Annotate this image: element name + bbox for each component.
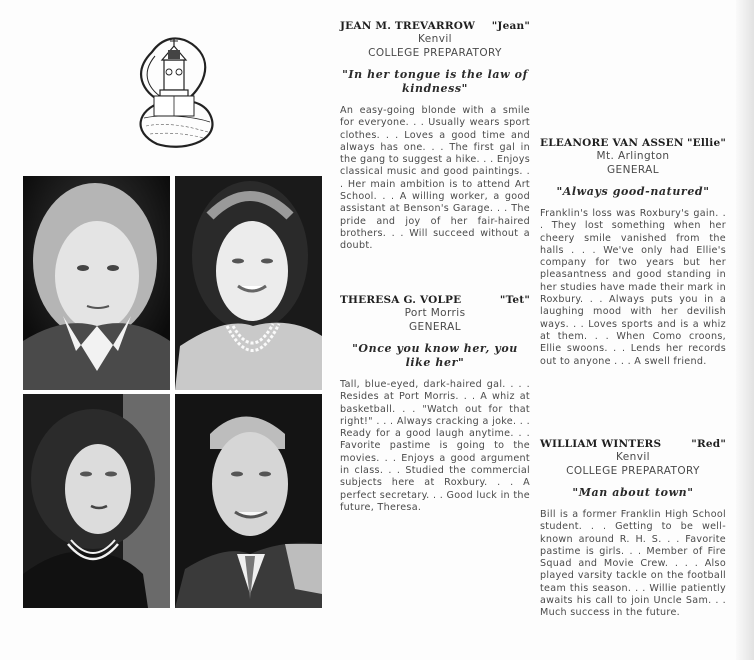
student-town: Kenvil [616, 451, 650, 463]
student-name: WILLIAM WINTERS [540, 438, 662, 450]
school-tower-monogram-icon [122, 32, 227, 150]
portrait-photo-theresa [23, 394, 170, 608]
student-name: THERESA G. VOLPE [340, 294, 462, 306]
student-bio: Bill is a former Franklin High School student. . . Getting to be well-known around R. H. S. . . Favorite pastime is girls. . . Member of Fire Squad and Movie Crew. . . . Also played varsity tackle on the football team this season. . . Willie patiently awaits his call to join Uncle Sam. . . Much success in the future. [540, 509, 726, 619]
student-course: COLLEGE PREPARATORY [368, 47, 502, 59]
student-entry-eleanore-van-assen [540, 137, 726, 368]
student-name-row [340, 294, 530, 306]
student-course: GENERAL [607, 164, 659, 176]
portrait-photo-eleanore [175, 176, 322, 390]
student-name-row [540, 137, 726, 149]
portrait-photo-jean [23, 176, 170, 390]
student-name: JEAN M. TREVARROW [340, 20, 476, 32]
student-name: ELEANORE VAN ASSEN [540, 137, 684, 149]
portrait-photo-william [175, 394, 322, 608]
student-bio: Tall, blue-eyed, dark-haired gal. . . . Resides at Port Morris. . . A whiz at basketball. . . "Watch out for that right!" . . . Always cracking a joke. . . Ready for a good laugh anytime. . . Favorite pastime is going to the movies. . . Enjoys a good argument in class. . . Studied the commercial subjects here at Roxbury. . . A perfect secretary. . . Good luck in the future, Theresa. [340, 379, 530, 513]
student-motto: "In her tongue is the law of kindness" [342, 68, 528, 95]
student-name-row [540, 438, 726, 450]
page-edge-shadow [736, 0, 754, 660]
student-motto: "Always good-natured" [556, 185, 710, 198]
student-town: Mt. Arlington [596, 150, 670, 162]
student-nickname: "Jean" [491, 20, 530, 32]
student-course: GENERAL [409, 321, 461, 333]
portrait-grid [23, 176, 323, 608]
student-bio: An easy-going blonde with a smile for everyone. . . Usually wears sport clothes. . . Loves a good time and always has one. . . The first gal in the gang to suggest a hike. . . Enjoys classical music and good paintings. . . Her main ambition is to attend Art School. . . A willing worker, a good assistant at Benson's Garage. . . The pride and joy of her fair-haired brothers. . . Will succeed without a doubt. [340, 105, 530, 252]
student-entry-william-winters [540, 438, 726, 620]
student-motto: "Once you know her, you like her" [352, 342, 518, 369]
student-name-row [340, 20, 530, 32]
student-entry-jean-trevarrow [340, 20, 530, 253]
student-motto: "Man about town" [572, 486, 694, 499]
student-nickname: "Red" [691, 438, 726, 450]
student-course: COLLEGE PREPARATORY [566, 465, 700, 477]
student-town: Kenvil [418, 33, 452, 45]
student-bio: Franklin's loss was Roxbury's gain. . . They lost something when her cheery smile vanished from the halls . . . We've only had Ellie's company for two years but her pleasantness and good standing in her studies have made their mark in Roxbury. . . Always puts you in a laughing mood with her devilish ways. . . Loves sports and is a whiz at them. . . When Como croons, Ellie swoons. . . Lends her records out to anyone . . . A swell friend. [540, 208, 726, 367]
school-logo [122, 32, 227, 150]
student-town: Port Morris [404, 307, 466, 319]
student-entry-theresa-volpe [340, 294, 530, 514]
student-nickname: "Tet" [499, 294, 530, 306]
student-nickname: "Ellie" [687, 137, 726, 149]
